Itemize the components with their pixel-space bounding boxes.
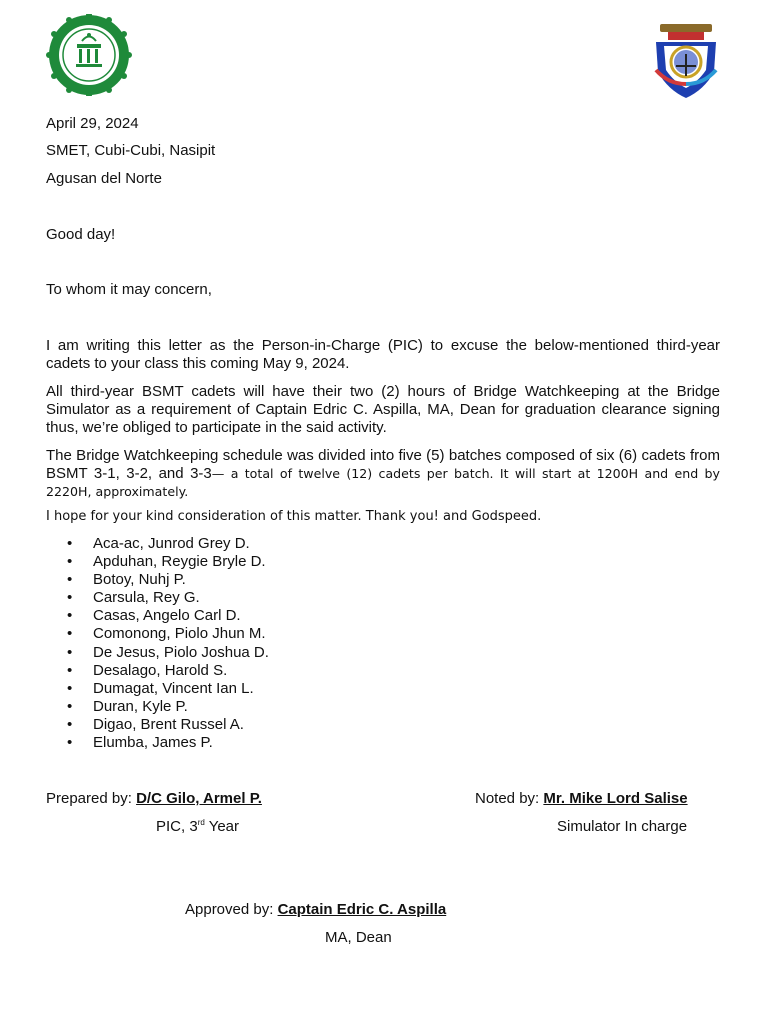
approved-by-title: MA, Dean (325, 929, 392, 946)
bullet: • (67, 679, 73, 697)
bullet: • (67, 553, 73, 571)
maritime-academy-logo (648, 14, 724, 100)
bullet: • (67, 607, 73, 625)
noted-by-title: Simulator In charge (557, 818, 688, 835)
cadet-name: Duran, Kyle P. (93, 697, 188, 715)
seal-graphic (46, 14, 132, 96)
address-line-1: SMET, Cubi-Cubi, Nasipit (46, 142, 216, 159)
list-item (46, 589, 269, 607)
cadet-name: Elumba, James P. (93, 734, 213, 752)
bullet: • (67, 715, 73, 733)
cadet-name: De Jesus, Piolo Joshua D. (93, 643, 269, 661)
list-item (46, 553, 269, 571)
list-item (46, 662, 269, 680)
cadet-name: Digao, Brent Russel A. (93, 715, 244, 733)
prepared-by-name: D/C Gilo, Armel P. (136, 790, 262, 807)
bullet: • (67, 661, 73, 679)
address-line-2: Agusan del Norte (46, 170, 162, 187)
list-item (46, 644, 269, 662)
body-paragraph-3 (46, 447, 720, 501)
approved-by-name: Captain Edric C. Aspilla (277, 901, 447, 918)
prepared-title-sup: rd (197, 818, 205, 827)
approved-by-label: Approved by: (185, 901, 278, 918)
list-item (46, 571, 269, 589)
bullet: • (67, 625, 73, 643)
schedule-text-part-2: — a total of twelve (12) cadets per batch. It will start at 1200H and end by 2220H, approximately. (46, 466, 720, 499)
approved-by-line (185, 901, 446, 918)
cadet-name: Comonong, Piolo Jhun M. (93, 625, 266, 643)
cadet-name: Carsula, Rey G. (93, 589, 200, 607)
bullet: • (67, 734, 73, 752)
noted-by-name: Mr. Mike Lord Salise (543, 790, 688, 807)
body-paragraph-4: I hope for your kind consideration of this matter. Thank you! and Godspeed. (46, 509, 542, 524)
cadet-list (46, 535, 269, 752)
list-item (46, 734, 269, 752)
list-item (46, 625, 269, 643)
list-item (46, 680, 269, 698)
noted-by-line (475, 790, 688, 807)
schedule-text-part-1: The Bridge Watchkeeping schedule was divided into five (5) batches composed of six (6) cadets from BSMT 3-1, 3-2, and 3-3 (46, 447, 720, 482)
cadet-name: Dumagat, Vincent Ian L. (93, 679, 254, 697)
prepared-title-pre: PIC, 3 (156, 818, 198, 835)
body-paragraph-2: All third-year BSMT cadets will have their two (2) hours of Bridge Watchkeeping at the Bridge Simulator as a requirement of Captain Edric C. Aspilla, MA, Dean for graduation clearance signing thus, we’re obliged to participate in the said activity. (46, 383, 720, 436)
cadet-name: Aca-ac, Junrod Grey D. (93, 535, 250, 552)
list-item (46, 716, 269, 734)
list-item (46, 535, 269, 553)
cadet-name: Desalago, Harold S. (93, 661, 228, 679)
bullet: • (67, 589, 73, 607)
salutation: To whom it may concern, (46, 281, 212, 298)
prepared-by-line (46, 790, 262, 807)
bullet: • (67, 697, 73, 715)
academy-emblem-graphic (648, 14, 724, 100)
noted-by-label: Noted by: (475, 790, 544, 807)
prepared-by-title (156, 818, 239, 835)
prepared-by-label: Prepared by: (46, 790, 137, 807)
list-item (46, 607, 269, 625)
list-item (46, 698, 269, 716)
greeting: Good day! (46, 226, 116, 243)
cadet-name: Apduhan, Reygie Bryle D. (93, 553, 266, 571)
bullet: • (67, 571, 73, 589)
body-paragraph-1: I am writing this letter as the Person-in-Charge (PIC) to excuse the below-mentioned third-year cadets to your class this coming May 9, 2024. (46, 337, 720, 372)
cadet-name: Casas, Angelo Carl D. (93, 607, 241, 625)
letter-date: April 29, 2024 (46, 115, 139, 132)
bullet: • (67, 643, 73, 661)
prepared-title-post: Year (204, 818, 240, 835)
cadet-name: Botoy, Nuhj P. (93, 571, 186, 589)
school-seal-logo (46, 14, 132, 96)
bullet: • (67, 535, 73, 552)
